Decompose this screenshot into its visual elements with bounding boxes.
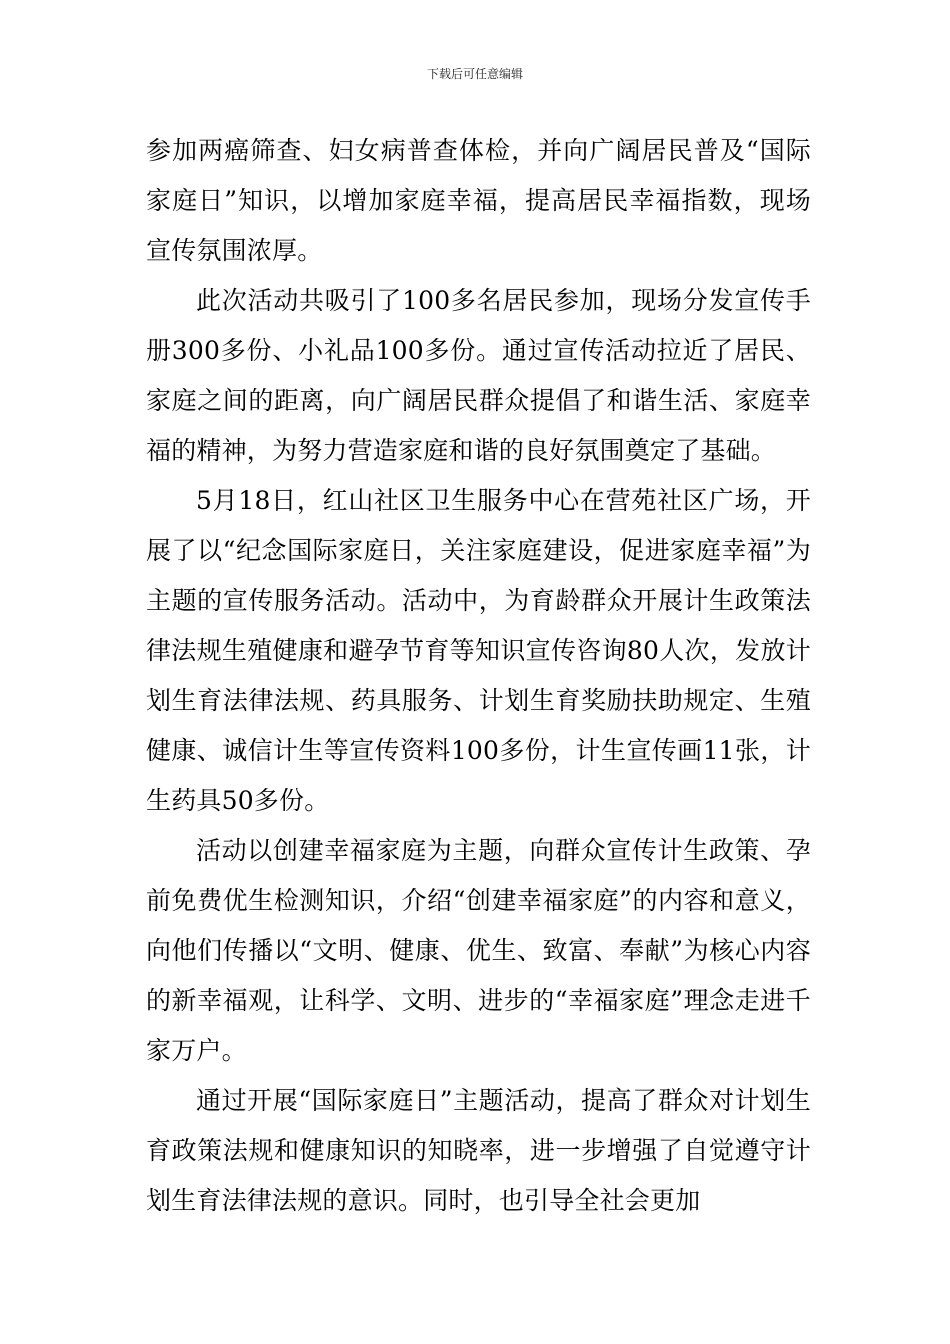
paragraph-3: 5月18日，红山社区卫生服务中心在营苑社区广场，开展了以“纪念国际家庭日，关注家庭建设，促进家庭幸福”为主题的宣传服务活动。活动中，为育龄群众开展计生政策法律法规生殖健康和避孕节育等知识宣传咨询80人次，发放计划生育法律法规、药具服务、计划生育奖励扶助规定、生殖健康、诚信计生等宣传资料100多份，计生宣传画11张，计生药具50多份。 [146, 486, 811, 815]
paragraph-5: 通过开展“国际家庭日”主题活动，提高了群众对计划生育政策法规和健康知识的知晓率，进一步增强了自觉遵守计划生育法律法规的意识。同时，也引导全社会更加 [146, 1086, 811, 1215]
paragraph-1: 参加两癌筛查、妇女病普查体检，并向广阔居民普及“国际家庭日”知识，以增加家庭幸福，提高居民幸福指数，现场宣传氛围浓厚。 [146, 136, 811, 265]
document-body [146, 126, 811, 1226]
paragraph-2: 此次活动共吸引了100多名居民参加，现场分发宣传手册300多份、小礼品100多份。通过宣传活动拉近了居民、家庭之间的距离，向广阔居民群众提倡了和谐生活、家庭幸福的精神，为努力营造家庭和谐的良好氛围奠定了基础。 [146, 286, 811, 465]
paragraph-4: 活动以创建幸福家庭为主题，向群众宣传计生政策、孕前免费优生检测知识，介绍“创建幸福家庭”的内容和意义，向他们传播以“文明、健康、优生、致富、奉献”为核心内容的新幸福观，让科学、文明、进步的“幸福家庭”理念走进千家万户。 [146, 836, 811, 1065]
page-header-note: 下载后可任意编辑 [426, 67, 523, 81]
